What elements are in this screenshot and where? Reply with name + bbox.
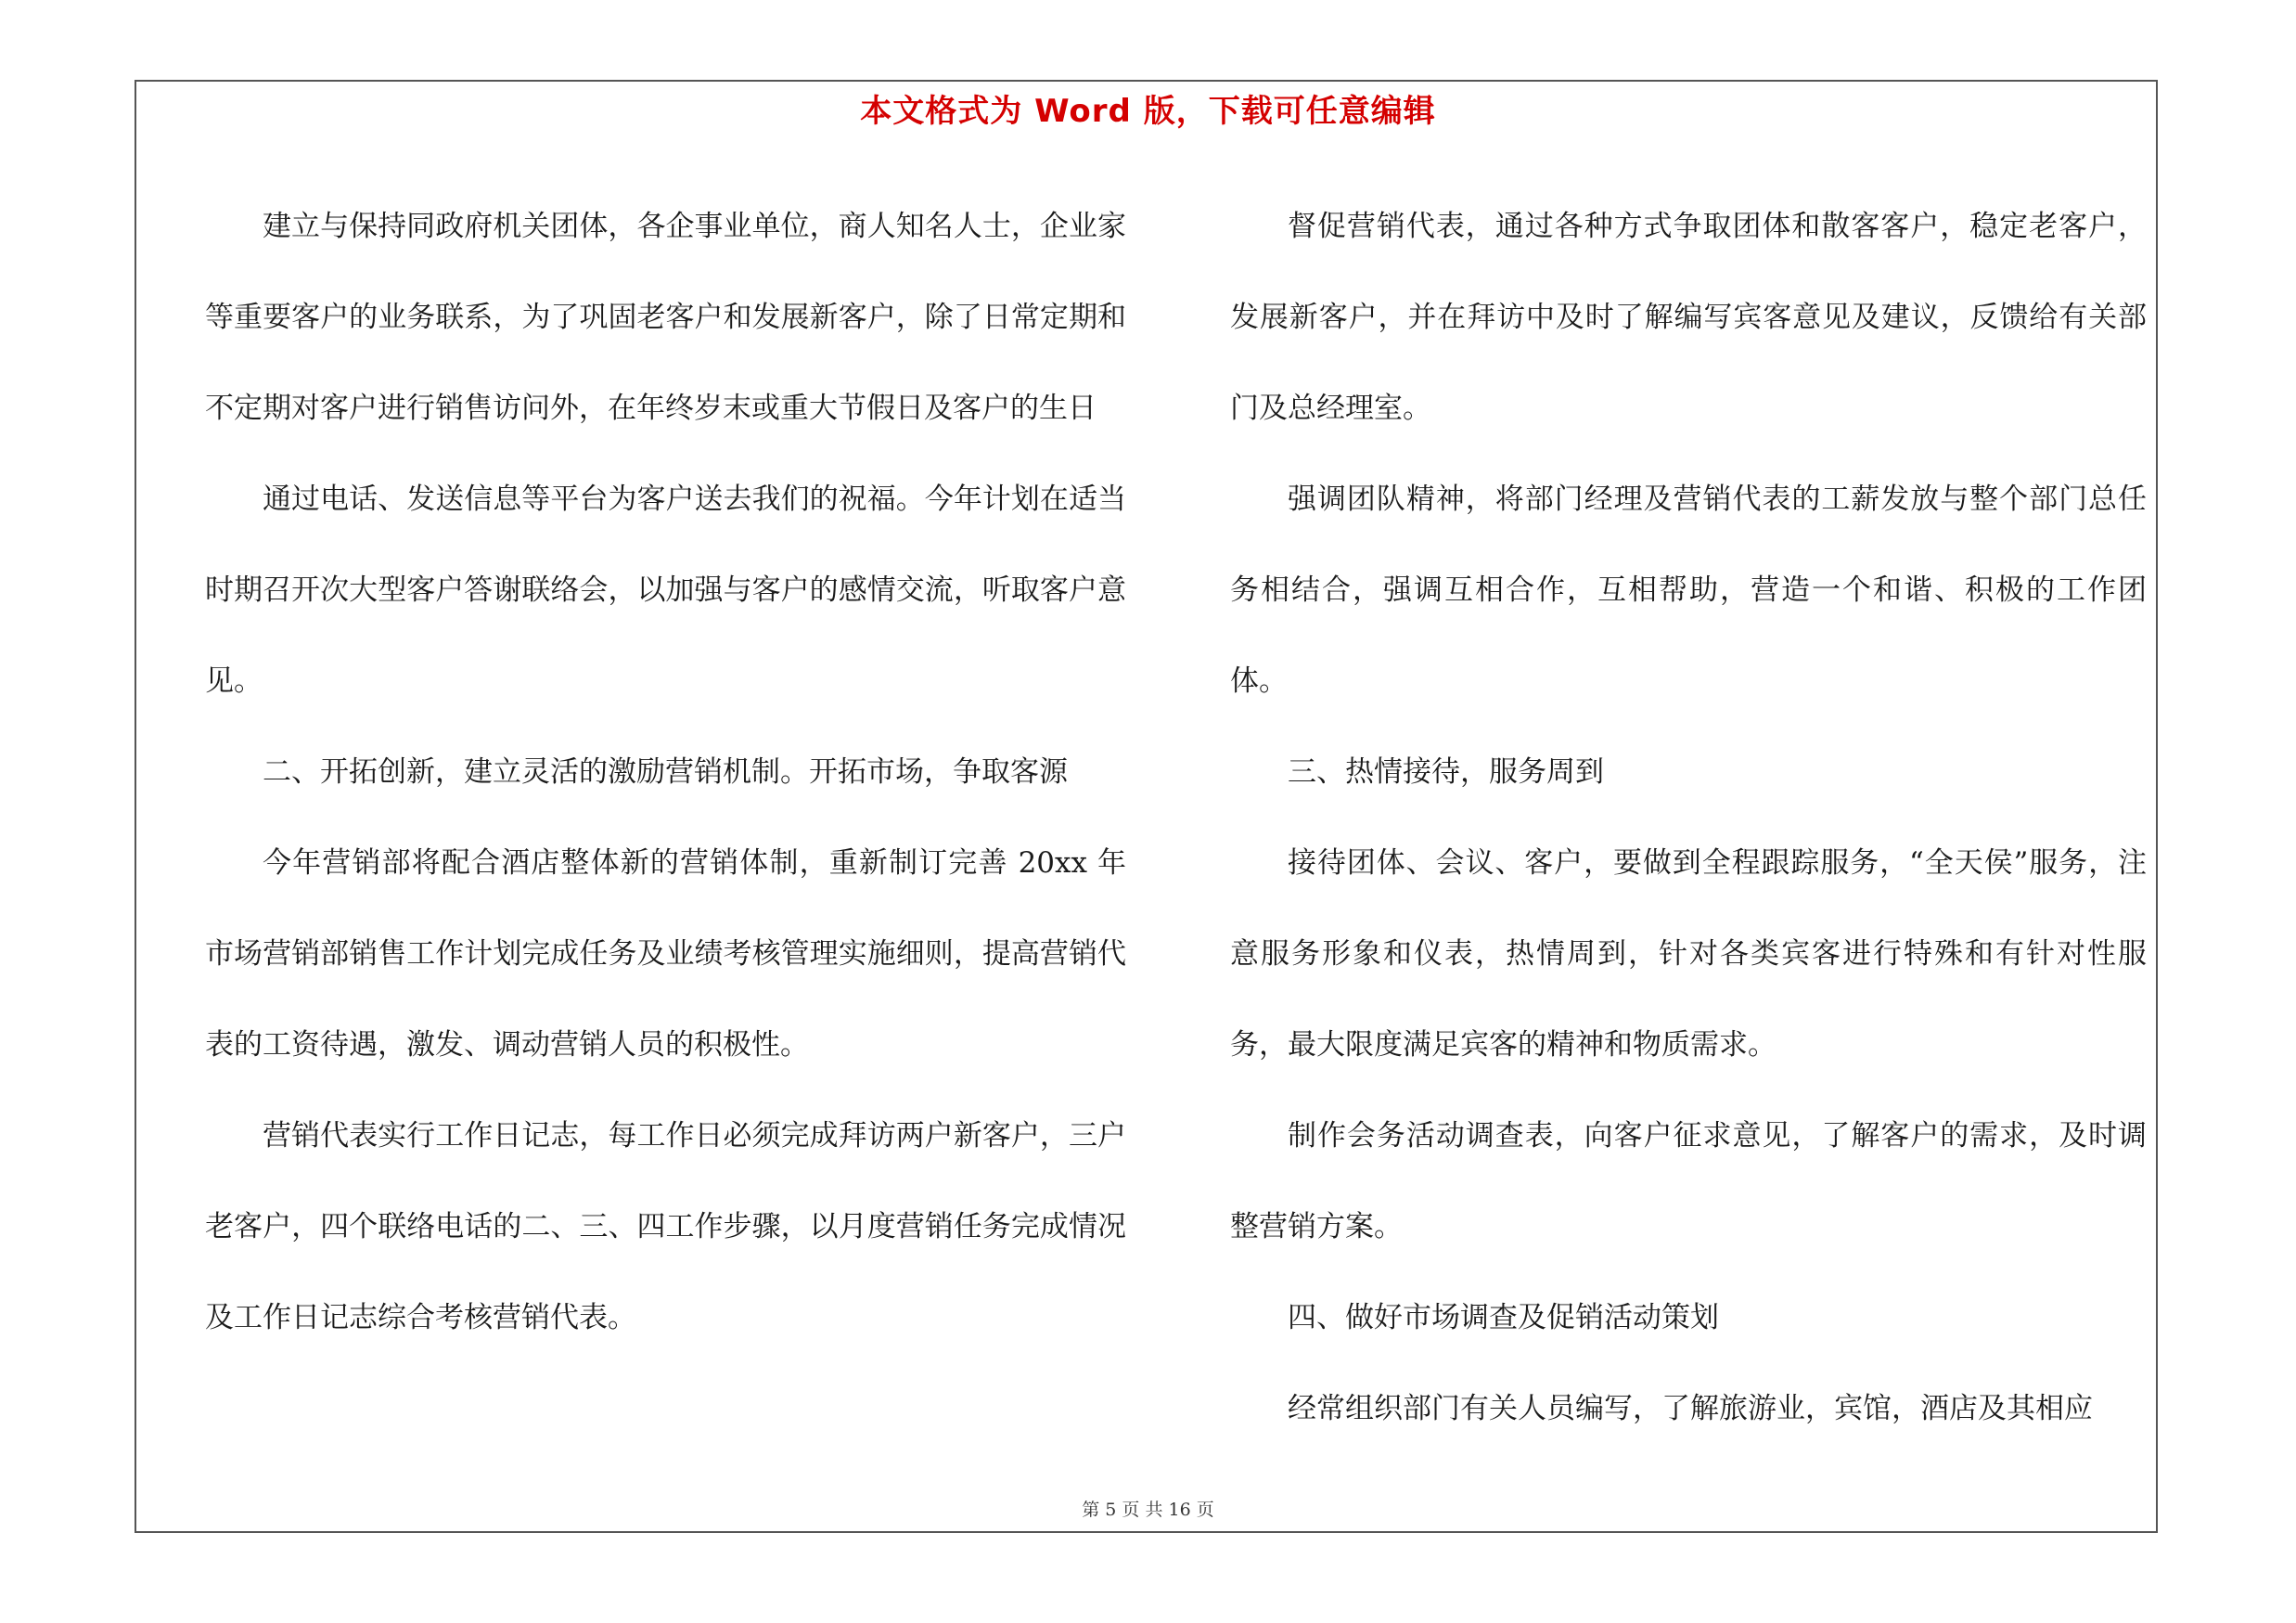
paragraph: 经常组织部门有关人员编写，了解旅游业，宾馆，酒店及其相应 — [1288, 1392, 2093, 1425]
paragraph: 营销代表实行工作日记志，每工作日必须完成拜访两户新客户，三户老客户，四个联络电话的二、三、四工作步骤，以月度营销任务完成情况及工作日记志综合考核营销代表。 — [205, 1119, 1126, 1334]
paragraph: 制作会务活动调查表，向客户征求意见，了解客户的需求，及时调整营销方案。 — [1230, 1119, 2147, 1243]
left-column — [205, 181, 1126, 1363]
section-heading: 四、做好市场调查及促销活动策划 — [1288, 1301, 1719, 1334]
right-column — [1230, 181, 2147, 1454]
section-heading: 二、开拓创新，建立灵活的激励营销机制。开拓市场，争取客源 — [263, 755, 1068, 789]
page-number: 第 5 页 共 16 页 — [1082, 1500, 1214, 1520]
paragraph: 督促营销代表，通过各种方式争取团体和散客客户，稳定老客户，发展新客户，并在拜访中及时了解编写宾客意见及建议，反馈给有关部门及总经理室。 — [1230, 210, 2147, 425]
paragraph: 今年营销部将配合酒店整体新的营销体制，重新制订完善 20xx 年市场营销部销售工作计划完成任务及业绩考核管理实施细则，提高营销代表的工资待遇，激发、调动营销人员的积极性。 — [205, 846, 1126, 1062]
paragraph: 建立与保持同政府机关团体，各企事业单位，商人知名人士，企业家等重要客户的业务联系，为了巩固老客户和发展新客户，除了日常定期和不定期对客户进行销售访问外，在年终岁末或重大节假日及客户的生日 — [205, 210, 1126, 425]
paragraph: 强调团队精神，将部门经理及营销代表的工薪发放与整个部门总任务相结合，强调互相合作，互相帮助，营造一个和谐、积极的工作团体。 — [1230, 483, 2147, 698]
section-heading: 三、热情接待，服务周到 — [1288, 755, 1604, 789]
word-format-notice: 本文格式为 Word 版，下载可任意编辑 — [860, 93, 1436, 130]
paragraph: 接待团体、会议、客户，要做到全程跟踪服务，“全天侯”服务，注意服务形象和仪表，热情周到，针对各类宾客进行特殊和有针对性服务，最大限度满足宾客的精神和物质需求。 — [1230, 846, 2147, 1062]
paragraph: 通过电话、发送信息等平台为客户送去我们的祝福。今年计划在适当时期召开次大型客户答谢联络会，以加强与客户的感情交流，听取客户意见。 — [205, 483, 1126, 698]
